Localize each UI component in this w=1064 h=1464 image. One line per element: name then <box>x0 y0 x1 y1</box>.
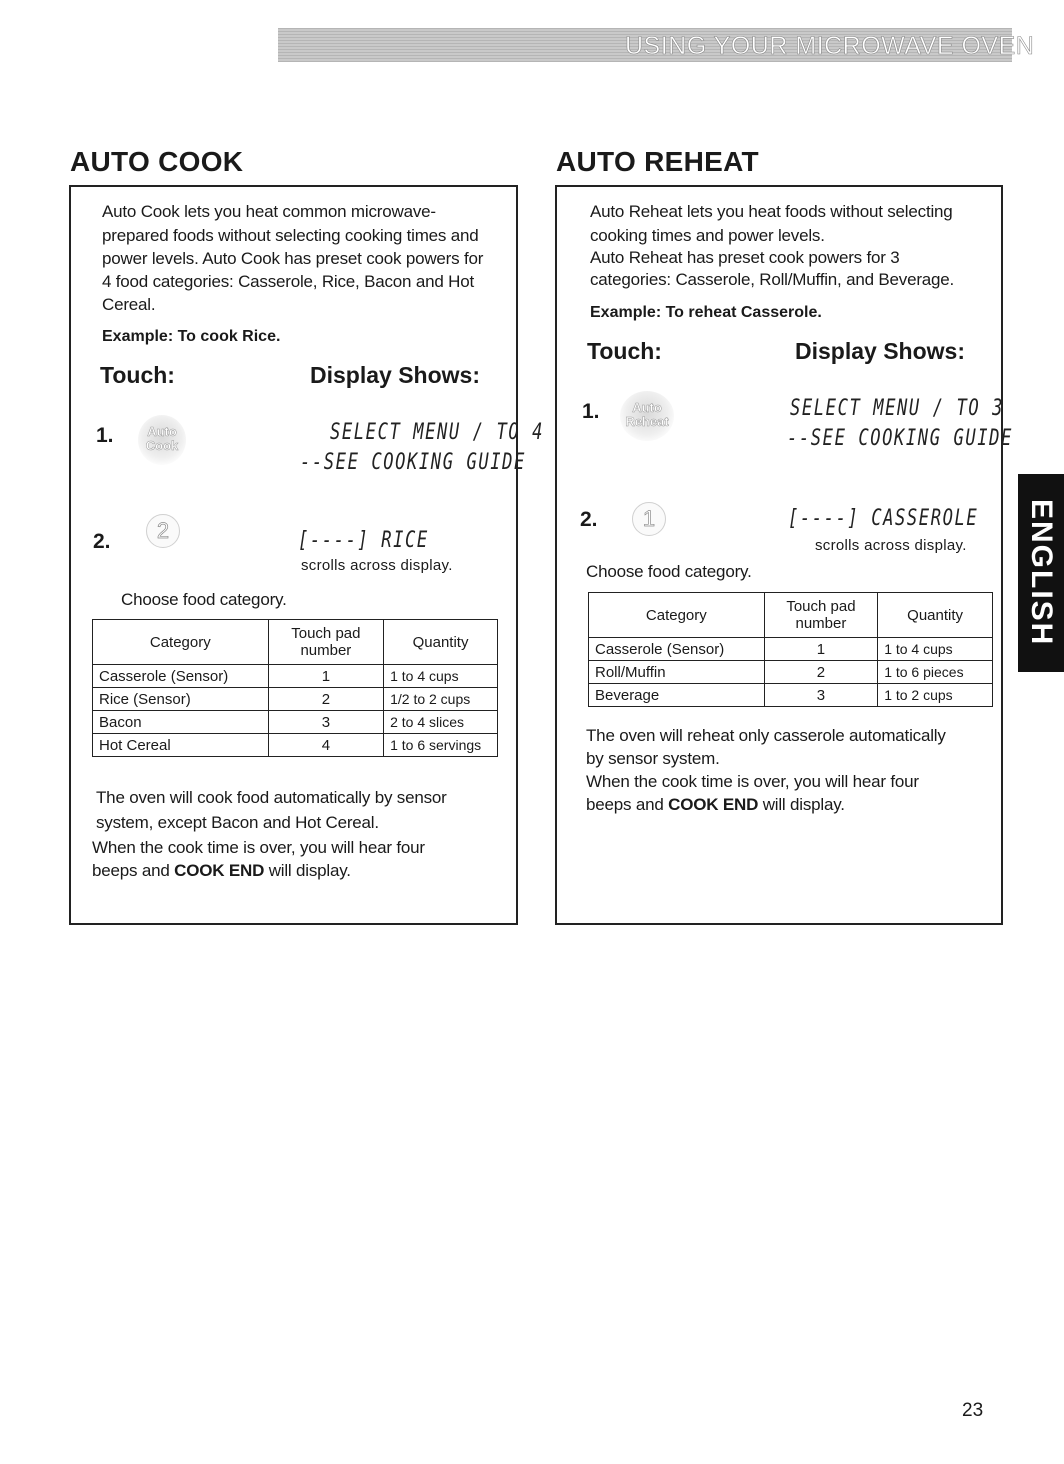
table-cell: 1 to 2 cups <box>878 684 993 707</box>
auto-reheat-touch-heading: Touch: <box>587 338 662 364</box>
table-cell: 1 <box>268 665 383 688</box>
auto-reheat-intro-line: Auto Reheat lets you heat foods without selecting <box>590 202 953 221</box>
auto-cook-touch-heading: Touch: <box>100 362 175 388</box>
cook-end-label: COOK END <box>668 795 759 814</box>
auto-reheat-category-table <box>588 592 993 707</box>
auto-cook-step1-number: 1. <box>96 424 114 447</box>
table-header-row <box>589 593 993 638</box>
table-row <box>589 661 993 684</box>
auto-reheat-pad-label: Auto <box>632 400 662 415</box>
table-cell: Roll/Muffin <box>589 661 765 684</box>
table-row <box>93 688 498 711</box>
auto-reheat-step1-number: 1. <box>582 400 600 423</box>
auto-cook-scroll-note: scrolls across display. <box>301 557 453 574</box>
end-suffix: will display. <box>264 861 351 880</box>
table-header: Category <box>589 593 765 638</box>
table-cell: Casserole (Sensor) <box>93 665 269 688</box>
auto-cook-end-line: When the cook time is over, you will hear four <box>92 838 425 857</box>
table-header: Category <box>93 620 269 665</box>
auto-cook-pad-label: Auto <box>147 424 177 439</box>
auto-reheat-intro-line: Auto Reheat has preset cook powers for 3 <box>590 248 900 267</box>
auto-reheat-display-line: SELECT MENU / TO 3 <box>790 396 1005 421</box>
table-cell: 2 to 4 slices <box>384 711 498 734</box>
table-cell: 1 to 4 cups <box>384 665 498 688</box>
table-cell: Bacon <box>93 711 269 734</box>
auto-reheat-display-casserole: [----] CASSEROLE <box>788 506 979 531</box>
auto-cook-example: Example: To cook Rice. <box>102 328 281 345</box>
auto-cook-intro-line: power levels. Auto Cook has preset cook powers for <box>102 249 484 268</box>
auto-reheat-intro-line: cooking times and power levels. <box>590 226 825 245</box>
table-cell: 1 to 4 cups <box>878 638 993 661</box>
cook-end-label: COOK END <box>174 861 265 880</box>
auto-cook-end-line <box>92 859 351 883</box>
auto-cook-intro-line: Cereal. <box>102 295 156 314</box>
table-cell: 1/2 to 2 cups <box>384 688 498 711</box>
auto-reheat-choose-category: Choose food category. <box>586 562 752 581</box>
table-cell: Beverage <box>589 684 765 707</box>
auto-cook-display-rice: [----] RICE <box>298 528 429 553</box>
auto-reheat-note-line: by sensor system. <box>586 749 720 768</box>
auto-reheat-note-line: The oven will reheat only casserole automatically <box>586 726 946 745</box>
table-header: Quantity <box>384 620 498 665</box>
end-prefix: beeps and <box>92 861 175 880</box>
table-cell: 2 <box>268 688 383 711</box>
auto-reheat-pad[interactable] <box>620 391 674 441</box>
auto-cook-step2-number: 2. <box>93 530 111 553</box>
auto-cook-intro-line: prepared foods without selecting cooking times and <box>102 226 479 245</box>
auto-cook-note-line: The oven will cook food automatically by sensor <box>96 788 447 807</box>
auto-cook-category-table <box>92 619 498 757</box>
table-row <box>93 665 498 688</box>
auto-cook-intro-line: 4 food categories: Casserole, Rice, Bacon and Hot <box>102 272 474 291</box>
auto-cook-pad[interactable] <box>138 415 186 465</box>
table-cell: Rice (Sensor) <box>93 688 269 711</box>
table-cell: 1 <box>764 638 878 661</box>
end-suffix: will display. <box>758 795 845 814</box>
auto-cook-intro-line: Auto Cook lets you heat common microwave- <box>102 202 436 221</box>
table-cell: 1 to 6 servings <box>384 734 498 757</box>
table-cell: Hot Cereal <box>93 734 269 757</box>
auto-reheat-end-line <box>586 793 845 817</box>
auto-reheat-pad-label: Reheat <box>625 414 669 429</box>
auto-reheat-scroll-note: scrolls across display. <box>815 537 967 554</box>
auto-reheat-example: Example: To reheat Casserole. <box>590 304 822 321</box>
auto-reheat-step2-number: 2. <box>580 508 598 531</box>
header-banner-text: USING YOUR MICROWAVE OVEN <box>625 32 1035 60</box>
table-header-row <box>93 620 498 665</box>
language-side-tab-label: ENGLISH <box>1025 499 1058 647</box>
auto-reheat-end-line: When the cook time is over, you will hear four <box>586 772 919 791</box>
auto-cook-note-line: system, except Bacon and Hot Cereal. <box>96 813 379 832</box>
number-pad-2[interactable]: 2 <box>146 514 180 548</box>
auto-reheat-display-heading: Display Shows: <box>795 338 965 364</box>
auto-reheat-display-line: --SEE COOKING GUIDE <box>787 426 1013 451</box>
auto-reheat-title: AUTO REHEAT <box>556 146 759 177</box>
table-header: Touch pad number <box>764 593 878 638</box>
table-header: Touch pad number <box>268 620 383 665</box>
table-row <box>589 638 993 661</box>
auto-reheat-intro-line: categories: Casserole, Roll/Muffin, and Beverage. <box>590 270 955 289</box>
page-number: 23 <box>962 1400 984 1421</box>
auto-cook-title: AUTO COOK <box>70 146 244 177</box>
auto-cook-pad-label: Cook <box>145 438 179 453</box>
table-row <box>93 734 498 757</box>
number-pad-1[interactable]: 1 <box>632 502 666 536</box>
table-row <box>93 711 498 734</box>
auto-cook-display-line: SELECT MENU / TO 4 <box>330 420 545 445</box>
table-cell: 1 to 6 pieces <box>878 661 993 684</box>
table-cell: Casserole (Sensor) <box>589 638 765 661</box>
table-cell: 3 <box>268 711 383 734</box>
auto-cook-display-line: --SEE COOKING GUIDE <box>300 450 526 475</box>
table-cell: 3 <box>764 684 878 707</box>
auto-cook-choose-category: Choose food category. <box>121 590 287 609</box>
table-cell: 2 <box>764 661 878 684</box>
end-prefix: beeps and <box>586 795 669 814</box>
table-cell: 4 <box>268 734 383 757</box>
auto-cook-display-heading: Display Shows: <box>310 362 480 388</box>
table-header: Quantity <box>878 593 993 638</box>
table-row <box>589 684 993 707</box>
